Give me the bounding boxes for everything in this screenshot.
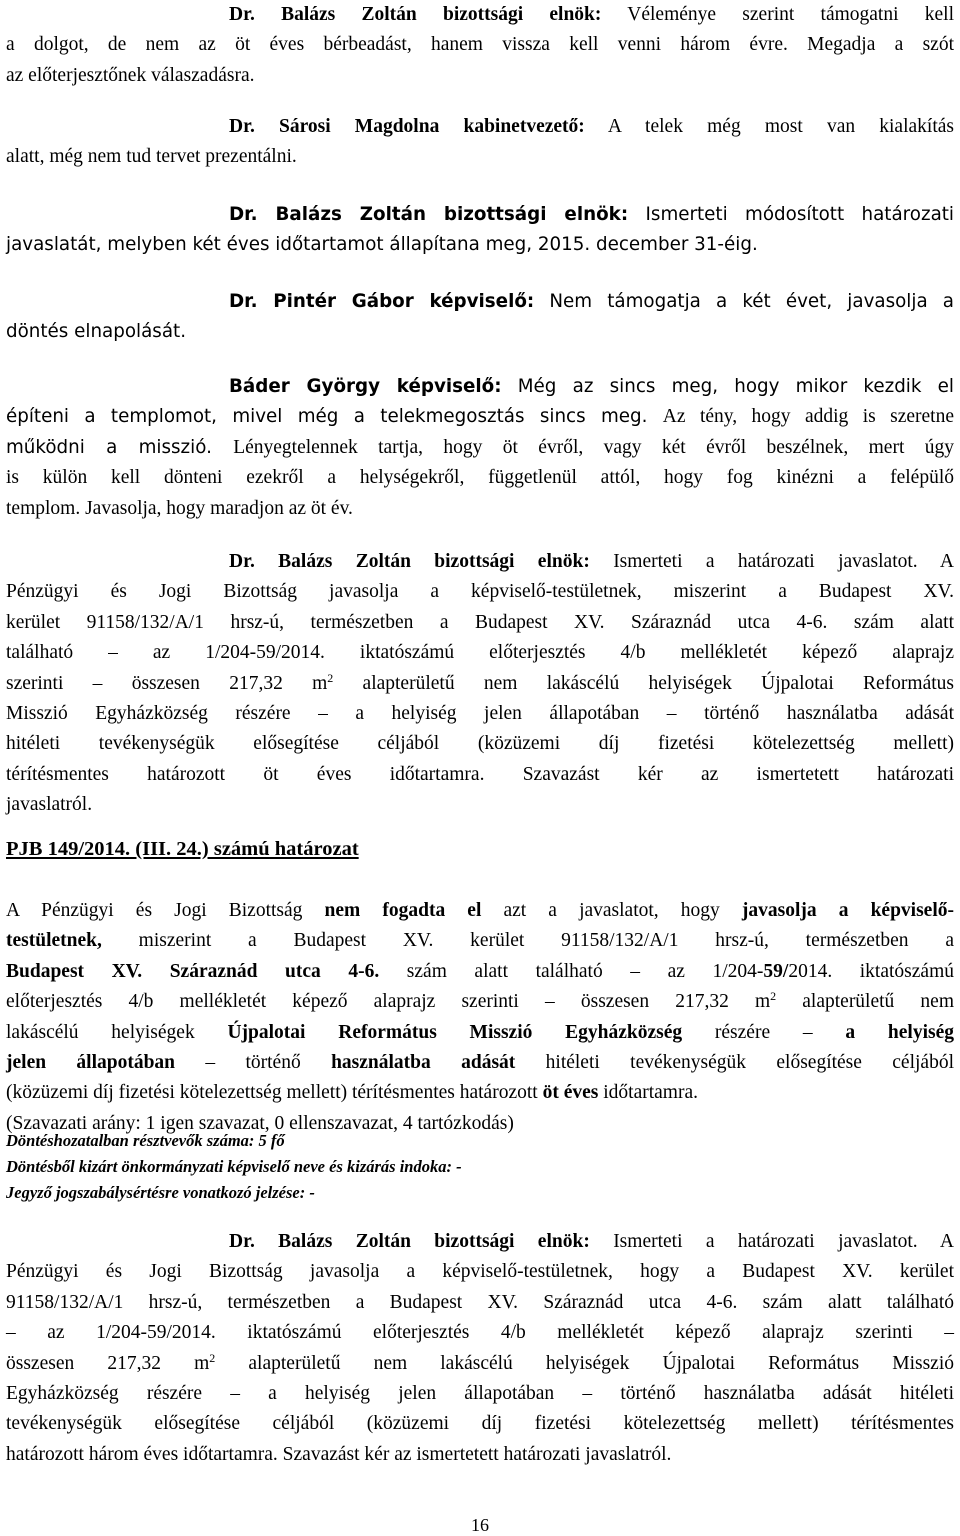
res-text: hitéleti tevékenységük elősegítése céljából [515, 1052, 954, 1074]
res-text: (közüzemi díj fizetési kötelezettség mellett) térítésmentes határozott [6, 1082, 543, 1104]
res-text: A Pénzügyi és Jogi Bizottság [6, 900, 325, 921]
paragraph-text: Nem támogatja a két évet, javasolja a [549, 291, 955, 312]
paragraph-text: térítésmentes határozott öt éves időtartamra. Szavazást kér az ismertetett határozati [6, 763, 954, 785]
resolution-body [6, 896, 954, 1139]
paragraph-text: alapterületű nem lakáscélú helyiségek Újpalotai Református [333, 672, 954, 694]
res-bold: nem fogadta el [324, 900, 482, 921]
paragraph-text: található – az 1/204-59/2014. iktatószámú előterjesztés 4/b mellékletét képező alaprajz [6, 642, 954, 664]
res-bold: öt éves [542, 1082, 599, 1104]
speaker-name: Dr. Sárosi Magdolna kabinetvezető: [229, 116, 585, 137]
paragraph-text: – az 1/204-59/2014. iktatószámú előterjesztés 4/b mellékletét képező alaprajz szerinti – [6, 1322, 954, 1344]
paragraph-balazs-4 [6, 1227, 954, 1470]
speaker-name: Dr. Balázs Zoltán bizottsági elnök: [229, 551, 590, 572]
speaker-name: Dr. Pintér Gábor képviselő: [229, 291, 535, 312]
paragraph-text: határozott három éves időtartamra. Szavazást kér az ismertetett határozati javaslatról. [6, 1443, 672, 1465]
paragraph-text: Ismerteti módosított határozati [645, 204, 955, 225]
res-text: alapterületű nem [776, 991, 955, 1013]
res-text: időtartamra. [598, 1082, 698, 1104]
paragraph-text: Ismerteti a határozati javaslatot. A [613, 551, 955, 572]
paragraph-text: építeni a templomot, mivel még a telekmegosztás sincs meg. [6, 406, 648, 428]
speaker-name: Dr. Balázs Zoltán bizottsági elnök: [229, 1231, 590, 1252]
res-text: azt a javaslatot, hogy [481, 900, 742, 921]
paragraph-text: kerület 91158/132/A/1 hrsz-ú, természetben a Budapest XV. Száraznád utca 4-6. szám alatt [6, 611, 954, 633]
paragraph-text: Véleménye szerint támogatni kell [627, 4, 954, 25]
paragraph-balazs-2 [6, 200, 954, 261]
notary-note: Jegyző jogszabálysértésre vonatkozó jelzése: - [6, 1183, 315, 1202]
paragraph-text: javaslatát, melyben két éves időtartamot állapítana meg, 2015. december 31-éig. [6, 234, 758, 256]
res-bold: testületnek, [6, 930, 102, 952]
speaker-name: Báder György képviselő: [229, 376, 502, 397]
paragraph-text: Pénzügyi és Jogi Bizottság javasolja a képviselő-testületnek, hogy a Budapest XV. kerület [6, 1261, 954, 1283]
res-text: előterjesztés 4/b mellékletét képező alaprajz szerinti – összesen 217,32 m [6, 991, 771, 1013]
paragraph-text: 91158/132/A/1 hrsz-ú, természetben a Budapest XV. Száraznád utca 4-6. szám alatt található [6, 1291, 954, 1313]
superscript: 2 [209, 1350, 216, 1365]
paragraph-bader [6, 372, 954, 524]
page-number: 16 [471, 1515, 489, 1535]
res-text: miszerint a Budapest XV. kerület 91158/132/A/1 hrsz-ú, természetben a [101, 930, 954, 952]
res-text: – történő [175, 1052, 332, 1074]
res-text: szám alatt található – az 1/204- [379, 960, 764, 982]
paragraph-text: a dolgot, de nem az öt éves bérbeadást, hanem vissza kell venni három évre. Megadja a szót [6, 34, 954, 56]
participants-note: Döntéshozatalban résztvevők száma: 5 fő [6, 1131, 285, 1150]
paragraph-text: Még az sincs meg, hogy mikor kezdik el [517, 376, 954, 397]
paragraph-text: templom. Javasolja, hogy maradjon az öt év. [6, 497, 353, 519]
excluded-note: Döntésből kizárt önkormányzati képviselő neve és kizárás indoka: - [6, 1157, 462, 1176]
paragraph-text: döntés elnapolását. [6, 321, 187, 343]
paragraph-sarosi [6, 112, 954, 173]
res-text: részére – [682, 1021, 846, 1043]
res-bold: Budapest XV. Száraznád utca 4-6. [6, 960, 380, 982]
res-bold: jelen állapotában [6, 1052, 176, 1074]
res-bold: használatba adását [331, 1052, 516, 1074]
paragraph-text: is külön kell dönteni ezekről a helységekről, függetlenül attól, hogy fog kinézni a felépülő [6, 467, 954, 489]
paragraph-pinter [6, 287, 954, 348]
paragraph-text: tevékenységük elősegítése céljából (közüzemi díj fizetési kötelezettség mellett) térítésmentes [6, 1413, 954, 1435]
paragraph-text: összesen 217,32 m [6, 1352, 210, 1374]
superscript: 2 [327, 670, 334, 685]
paragraph-text: Az tény, hogy addig is szeretne [662, 406, 955, 428]
paragraph-text: Pénzügyi és Jogi Bizottság javasolja a képviselő-testületnek, miszerint a Budapest XV. [6, 581, 954, 603]
vote-ratio: (Szavazati arány: 1 igen szavazat, 0 ellenszavazat, 4 tartózkodás) [6, 1112, 514, 1134]
speaker-name: Dr. Balázs Zoltán bizottsági elnök: [229, 4, 602, 25]
paragraph-text: alapterületű nem lakáscélú helyiségek Újpalotai Református Misszió [215, 1352, 954, 1374]
res-bold: javasolja a képviselő- [741, 900, 954, 921]
res-bold: a helyiség [845, 1021, 954, 1043]
paragraph-text: javaslatról. [6, 794, 93, 816]
paragraph-text: Lényegtelennek tartja, hogy öt évről, vagy két évről beszélnek, mert úgy [233, 436, 954, 458]
speaker-name: Dr. Balázs Zoltán bizottsági elnök: [229, 204, 629, 225]
res-bold: 59/ [763, 960, 789, 982]
paragraph-text: alatt, még nem tud tervet prezentálni. [6, 146, 297, 168]
paragraph-text: működni a misszió. [6, 436, 212, 458]
paragraph-text: hitéleti tevékenységük elősegítése céljából (közüzemi díj fizetési kötelezettség mellett) [6, 733, 954, 755]
paragraph-text: A telek még most van kialakítás [607, 116, 954, 137]
paragraph-text: az előterjesztőnek válaszadásra. [6, 64, 255, 86]
paragraph-balazs-1 [6, 0, 954, 91]
res-text: lakáscélú helyiségek [6, 1021, 228, 1043]
superscript: 2 [770, 989, 777, 1004]
paragraph-text: Misszió Egyházközség részére – a helyiség jelen állapotában – történő használatba adását [6, 703, 954, 725]
paragraph-balazs-3 [6, 547, 954, 821]
paragraph-text: szerinti – összesen 217,32 m [6, 672, 328, 694]
resolution-title: PJB 149/2014. (III. 24.) számú határozat [6, 838, 359, 860]
res-bold: Újpalotai Református Misszió Egyházközség [227, 1021, 683, 1043]
paragraph-text: Egyházközség részére – a helyiség jelen állapotában – történő használatba adását hitéleti [6, 1383, 954, 1405]
paragraph-text: Ismerteti a határozati javaslatot. A [613, 1231, 955, 1252]
res-text: 2014. iktatószámú [788, 960, 954, 982]
